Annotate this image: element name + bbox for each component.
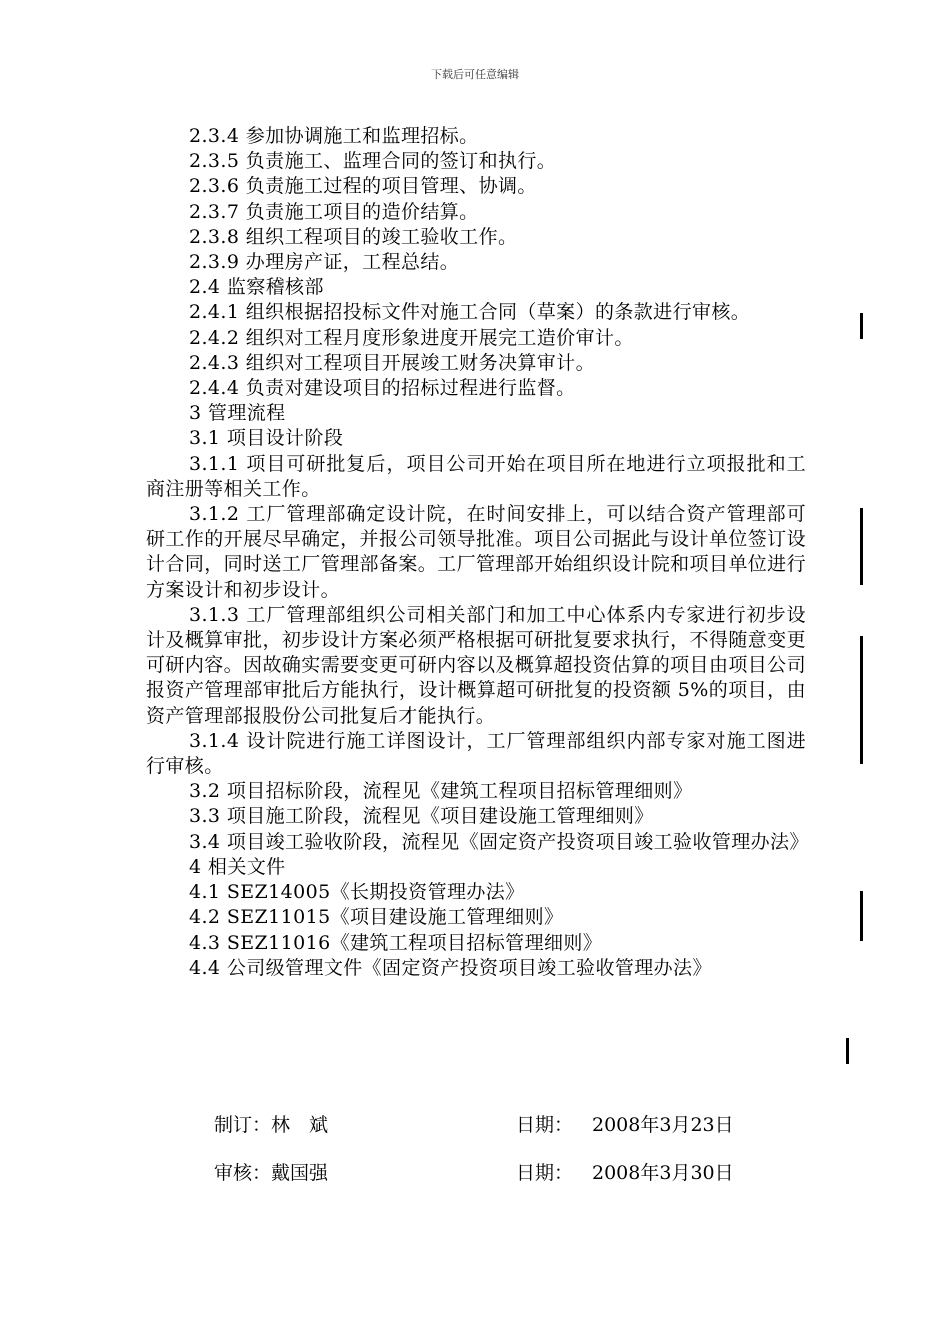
review-by-label: 审核：戴国强 <box>214 1162 329 1184</box>
section-3-1-heading: 3.1 项目设计阶段 <box>189 427 344 450</box>
clause-4-2: 4.2 SEZ11015《项目建设施工管理细则》 <box>189 906 564 929</box>
revision-bar <box>860 891 863 941</box>
clause-3-1-1: 3.1.1 项目可研批复后，项目公司开始在项目所在地进行立项报批和工商注册等相关工作。 <box>146 452 806 500</box>
clause-2-3-5: 2.3.5 负责施工、监理合同的签订和执行。 <box>189 150 557 173</box>
review-date: 2008年3月30日 <box>592 1162 734 1184</box>
signoff-review <box>0 1158 950 1188</box>
clause-4-3: 4.3 SEZ11016《建筑工程项目招标管理细则》 <box>189 931 603 954</box>
clause-4-4: 4.4 公司级管理文件《固定资产投资项目竣工验收管理办法》 <box>189 956 712 979</box>
clause-2-3-8: 2.3.8 组织工程项目的竣工验收工作。 <box>189 225 518 248</box>
section-3-heading: 3 管理流程 <box>189 402 286 425</box>
revision-bar <box>860 508 863 585</box>
clause-2-4-2: 2.4.2 组织对工程月度形象进度开展完工造价审计。 <box>189 326 634 349</box>
made-date-label: 日期： <box>516 1114 574 1136</box>
clause-3-2: 3.2 项目招标阶段，流程见《建筑工程项目招标管理细则》 <box>189 780 693 803</box>
page-header: 下载后可任意编辑 <box>431 68 519 81</box>
clause-3-1-4: 3.1.4 设计院进行施工详图设计，工厂管理部组织内部专家对施工图进行审核。 <box>146 729 806 778</box>
revision-bar <box>860 636 863 764</box>
clause-3-1-2: 3.1.2 工厂管理部确定设计院，在时间安排上，可以结合资产管理部可研工作的开展尽早确定，并报公司领导批准。项目公司据此与设计单位签订设计合同，同时送工厂管理部备案。工厂管理部开始组织设计院和项目单位进行方案设计和初步设计。 <box>146 503 806 601</box>
section-2-4-heading: 2.4 监察稽核部 <box>189 276 324 299</box>
clause-3-4: 3.4 项目竣工验收阶段，流程见《固定资产投资项目竣工验收管理办法》 <box>189 830 809 853</box>
clause-2-3-7: 2.3.7 负责施工项目的造价结算。 <box>189 200 479 223</box>
clause-2-3-6: 2.3.6 负责施工过程的项目管理、协调。 <box>189 175 537 198</box>
section-4-heading: 4 相关文件 <box>189 855 286 878</box>
clause-2-4-3: 2.4.3 组织对工程项目开展竣工财务决算审计。 <box>189 351 595 374</box>
made-by-label: 制订：林 斌 <box>214 1114 329 1136</box>
clause-2-4-4: 2.4.4 负责对建设项目的招标过程进行监督。 <box>189 377 576 400</box>
made-date: 2008年3月23日 <box>592 1114 734 1136</box>
clause-2-4-1: 2.4.1 组织根据招投标文件对施工合同（草案）的条款进行审核。 <box>189 301 751 324</box>
clause-4-1: 4.1 SEZ14005《长期投资管理办法》 <box>189 881 525 904</box>
signoff-made <box>0 1110 950 1140</box>
review-date-label: 日期： <box>516 1162 574 1184</box>
revision-bar <box>846 1038 849 1064</box>
clause-3-3: 3.3 项目施工阶段，流程见《项目建设施工管理细则》 <box>189 805 654 828</box>
clause-2-3-4: 2.3.4 参加协调施工和监理招标。 <box>189 125 479 147</box>
clause-2-3-9: 2.3.9 办理房产证，工程总结。 <box>189 251 460 274</box>
revision-bar <box>860 313 863 339</box>
document-body <box>146 124 809 981</box>
clause-3-1-3: 3.1.3 工厂管理部组织公司相关部门和加工中心体系内专家进行初步设计及概算审批，初步设计方案必须严格根据可研批复要求执行，不得随意变更可研内容。因故确实需要变更可研内容以及概算超投资估算的项目由项目公司报资产管理部审批后方能执行，设计概算超可研批复的投资额 5%的项目，由资产管理部报股份公司批复后才能执行。 <box>146 603 806 727</box>
